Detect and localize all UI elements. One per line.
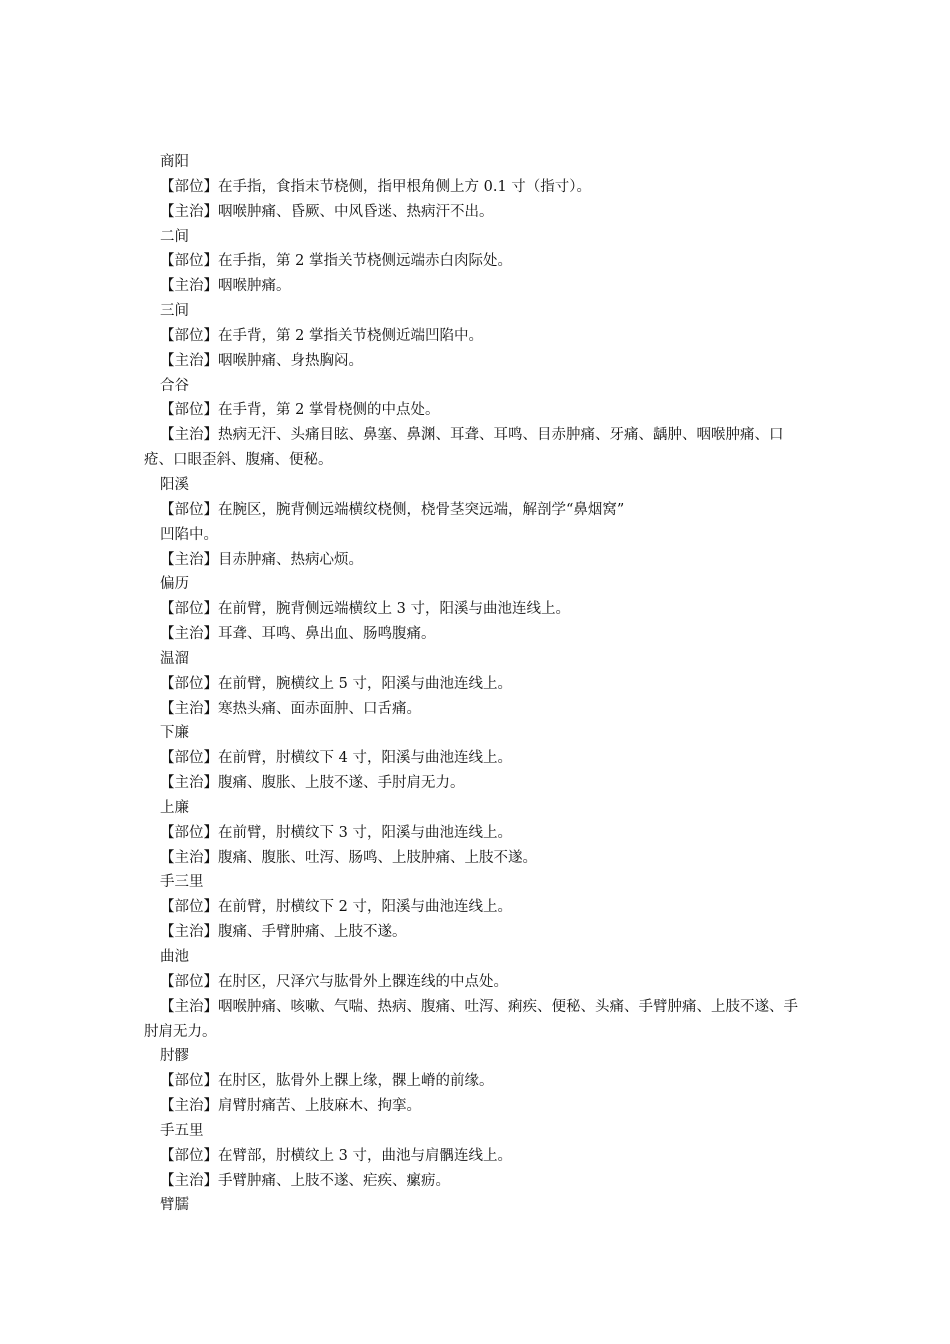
text-line: 【部位】在肘区，尺泽穴与肱骨外上髁连线的中点处。	[160, 973, 508, 990]
paragraph-wrapped: 【主治】热病无汗、头痛目眩、鼻塞、鼻渊、耳聋、耳鸣、目赤肿痛、牙痛、龋肿、咽喉肿痛、口疮、口眼歪斜、腹痛、便秘。	[144, 427, 784, 469]
text-line: 【主治】手臂肿痛、上肢不遂、疟疾、瘰疬。	[160, 1172, 450, 1189]
text-line: 【部位】在臂部，肘横纹上 3 寸，曲池与肩髃连线上。	[160, 1147, 512, 1164]
acupoint-name: 曲池	[160, 949, 189, 965]
text-line: 【主治】肩臂肘痛苦、上肢麻木、拘挛。	[160, 1098, 421, 1115]
text-line: 【主治】腹痛、手臂肿痛、上肢不遂。	[160, 924, 407, 941]
text-line: 【主治】腹痛、腹胀、上肢不遂、手肘肩无力。	[160, 775, 465, 792]
text-line: 【部位】在肘区，肱骨外上髁上缘，髁上嵴的前缘。	[160, 1073, 494, 1090]
text-line: 【部位】在前臂，腕横纹上 5 寸，阳溪与曲池连线上。	[160, 675, 512, 692]
text-line: 【主治】咽喉肿痛、昏厥、中风昏迷、热病汗不出。	[160, 203, 494, 220]
text-line: 【主治】咽喉肿痛、身热胸闷。	[160, 352, 363, 369]
text-line: 【部位】在手背，第 2 掌指关节桡侧近端凹陷中。	[160, 327, 483, 344]
text-line: 【主治】耳聋、耳鸣、鼻出血、肠鸣腹痛。	[160, 626, 436, 643]
acupoint-name: 手三里	[160, 874, 204, 891]
acupoint-name: 商阳	[160, 154, 189, 170]
acupoint-name: 偏历	[160, 576, 189, 593]
acupoint-name: 上廉	[160, 799, 189, 816]
text-line: 【部位】在前臂，腕背侧远端横纹上 3 寸，阳溪与曲池连线上。	[160, 601, 570, 618]
acupoint-name: 合谷	[160, 377, 189, 394]
document-body	[144, 150, 804, 1218]
acupoint-name: 臂臑	[160, 1197, 189, 1214]
text-line: 【主治】寒热头痛、面赤面肿、口舌痛。	[160, 700, 421, 717]
text-line: 凹陷中。	[160, 526, 218, 543]
acupoint-name: 下廉	[160, 725, 189, 742]
acupoint-name: 阳溪	[160, 476, 189, 493]
paragraph-wrapped: 【主治】咽喉肿痛、咳嗽、气喘、热病、腹痛、吐泻、痢疾、便秘、头痛、手臂肿痛、上肢不遂、手肘肩无力。	[144, 998, 798, 1040]
text-line: 【部位】在前臂，肘横纹下 2 寸，阳溪与曲池连线上。	[160, 899, 512, 916]
text-line: 【主治】腹痛、腹胀、吐泻、肠鸣、上肢肿痛、上肢不遂。	[160, 849, 537, 866]
acupoint-name: 温溜	[160, 650, 189, 667]
text-line: 【部位】在手指，食指末节桡侧，指甲根角侧上方 0.1 寸（指寸）。	[160, 178, 592, 195]
acupoint-name: 手五里	[160, 1122, 204, 1139]
acupoint-name: 肘髎	[160, 1048, 189, 1065]
text-line: 【主治】咽喉肿痛。	[160, 278, 291, 295]
text-line: 【部位】在手背，第 2 掌骨桡侧的中点处。	[160, 402, 440, 419]
text-line: 【部位】在腕区，腕背侧远端横纹桡侧，桡骨茎突远端，解剖学“鼻烟窝”	[160, 501, 625, 518]
acupoint-name: 三间	[160, 303, 189, 320]
acupoint-name: 二间	[160, 228, 189, 245]
text-line: 【部位】在手指，第 2 掌指关节桡侧远端赤白肉际处。	[160, 253, 512, 270]
text-line: 【主治】目赤肿痛、热病心烦。	[160, 551, 363, 568]
text-line: 【部位】在前臂，肘横纹下 3 寸，阳溪与曲池连线上。	[160, 824, 512, 841]
text-line: 【部位】在前臂，肘横纹下 4 寸，阳溪与曲池连线上。	[160, 750, 512, 767]
